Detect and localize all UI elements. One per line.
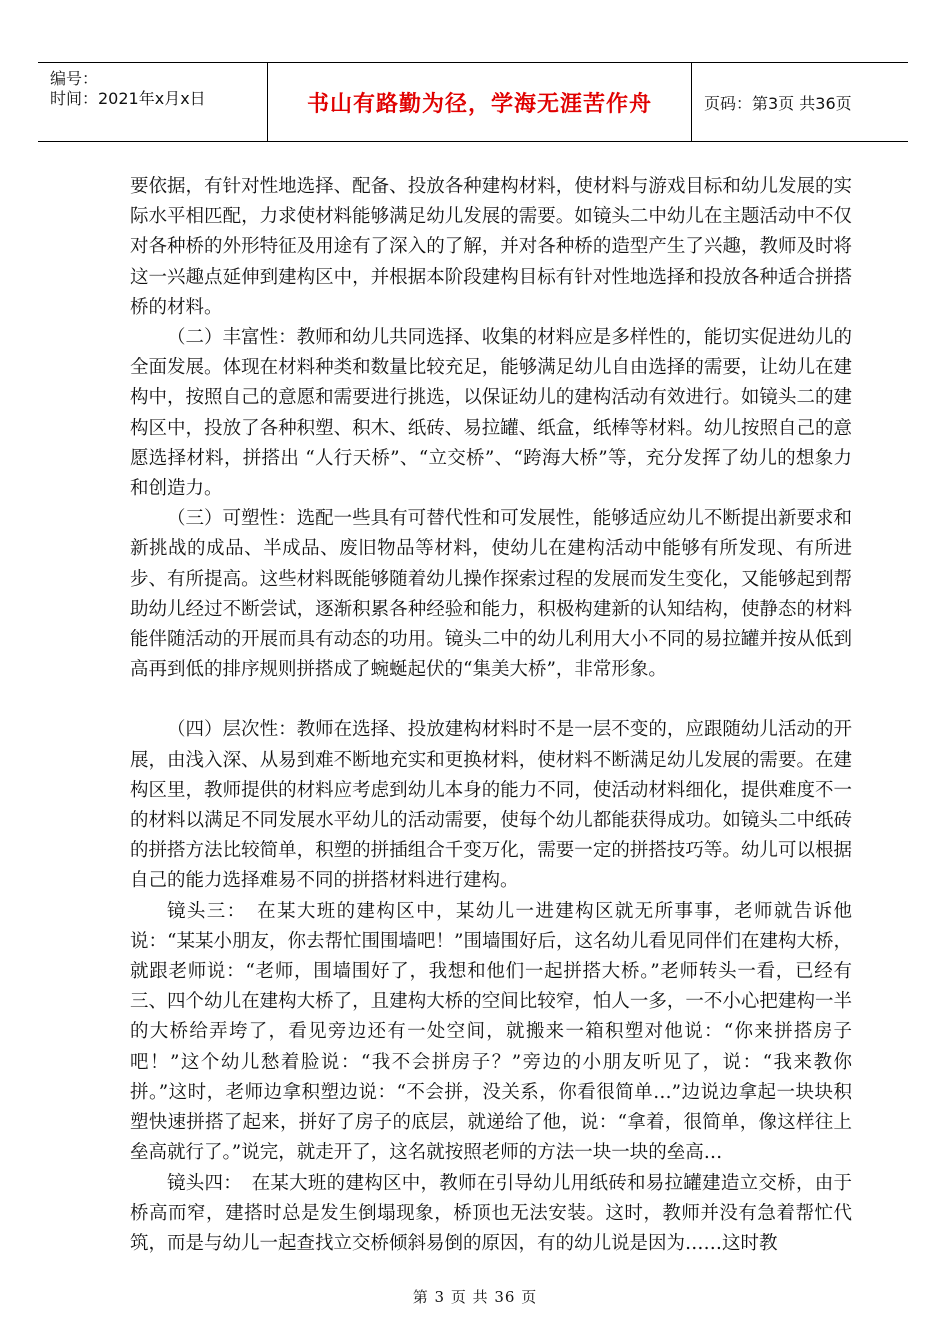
paragraph-scene-four: 镜头四： 在某大班的建构区中，教师在引导幼儿用纸砖和易拉罐建造立交桥，由于桥高而窄，建搭时总是发生倒塌现象，桥顶也无法安装。这时，教师并没有急着帮忙代筑，而是与幼儿一起查找立交桥倾斜易倒的原因，有的幼儿说是因为……这时教 <box>130 1172 852 1254</box>
header-meta-cell <box>38 63 268 141</box>
paragraph-scene-three: 镜头三： 在某大班的建构区中，某幼儿一进建构区就无所事事，老师就告诉他说：“某某小朋友，你去帮忙围围墙吧！”围墙围好后，这名幼儿看见同伴们在建构大桥，就跟老师说：“老师，围墙围好了，我想和他们一起拼搭大桥。”老师转头一看，已经有三、四个幼儿在建构大桥了，且建构大桥的空间比较窄，怕人一多，一不小心把建构一半的大桥给弄垮了，看见旁边还有一处空间，就搬来一箱积塑对他说：“你来拼搭房子吧！”这个幼儿愁着脸说：“我不会拼房子？”旁边的小朋友听见了，说：“我来教你拼。”这时，老师边拿积塑边说：“不会拼，没关系，你看很简单…”边说边拿起一块块积塑快速拼搭了起来，拼好了房子的底层，就递给了他，说：“拿着，很简单，像这样往上垒高就行了。”说完，就走开了，这名就按照老师的方法一块一块的垒高… <box>130 900 852 1164</box>
paragraph-continuation: 要依据，有针对性地选择、配备、投放各种建构材料，使材料与游戏目标和幼儿发展的实际水平相匹配，力求使材料能够满足幼儿发展的需要。如镜头二中幼儿在主题活动中不仅对各种桥的外形特征及用途有了深入的了解，并对各种桥的造型产生了兴趣，教师及时将这一兴趣点延伸到建构区中，并根据本阶段建构目标有针对性地选择和投放各种适合拼搭桥的材料。 <box>130 176 852 318</box>
page-footer: 第 3 页 共 36 页 <box>412 1288 538 1306</box>
paragraph-richness: （二）丰富性：教师和幼儿共同选择、收集的材料应是多样性的，能切实促进幼儿的全面发展。体现在材料种类和数量比较充足，能够满足幼儿自由选择的需要，让幼儿在建构中，按照自己的意愿和需要进行挑选，以保证幼儿的建构活动有效进行。如镜头二的建构区中，投放了各种积塑、积木、纸砖、易拉罐、纸盒，纸棒等材料。幼儿按照自己的意愿选择材料，拼搭出 “人行天桥”、“立交桥”、“跨海大桥”等，充分发挥了幼儿的想象力和创造力。 <box>130 327 852 500</box>
document-number-label: 编号： <box>50 69 99 88</box>
paragraph-gap <box>130 685 852 715</box>
paragraph-plasticity: （三）可塑性：选配一些具有可替代性和可发展性，能够适应幼儿不断提出新要求和新挑战的成品、半成品、废旧物品等材料，使幼儿在建构活动中能够有所发现、有所进步、有所提高。这些材料既能够随着幼儿操作探索过程的发展而发生变化，又能够起到帮助幼儿经过不断尝试，逐渐积累各种经验和能力，积极构建新的认知结构，使静态的材料能伴随活动的开展而具有动态的功用。镜头二中的幼儿利用大小不同的易拉罐并按从低到高再到低的排序规则拼搭成了蜿蜒起伏的“集美大桥”，非常形象。 <box>130 508 852 681</box>
paragraph-hierarchy: （四）层次性：教师在选择、投放建构材料时不是一层不变的，应跟随幼儿活动的开展，由浅入深、从易到难不断地充实和更换材料，使材料不断满足幼儿发展的需要。在建构区里，教师提供的材料应考虑到幼儿本身的能力不同，使活动材料细化，提供难度不一的材料以满足不同发展水平幼儿的活动需要，使每个幼儿都能获得成功。如镜头二中纸砖的拼搭方法比较简单，积塑的拼插组合千变万化，需要一定的拼搭技巧等。幼儿可以根据自己的能力选择难易不同的拼搭材料进行建构。 <box>130 719 852 892</box>
page-header <box>38 62 908 142</box>
document-body <box>130 172 852 1259</box>
header-page-cell <box>692 63 908 141</box>
header-motto: 书山有路勤为径，学海无涯苦作舟 <box>306 91 652 117</box>
header-page-info: 页码：第3页 共36页 <box>704 93 852 113</box>
header-motto-cell <box>268 63 692 141</box>
document-time-label: 时间：2021年x月x日 <box>50 89 206 108</box>
